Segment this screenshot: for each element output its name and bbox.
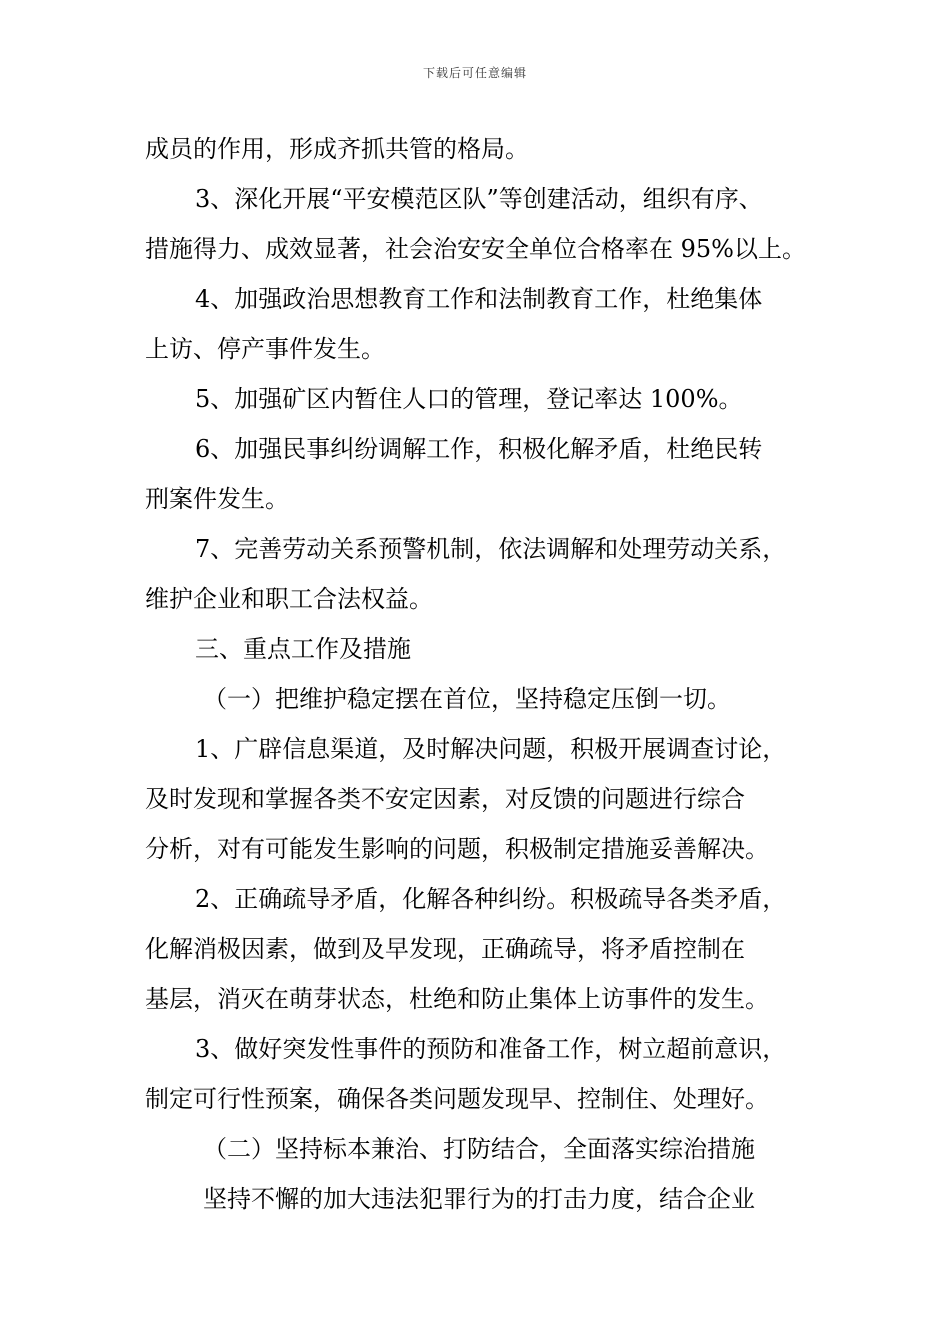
text-line: 1、广辟信息渠道，及时解决问题，积极开展调查讨论，	[195, 735, 787, 763]
subsection-heading: （一）把维护稳定摆在首位，坚持稳定压倒一切。	[203, 685, 731, 713]
text-line: 2、正确疏导矛盾，化解各种纠纷。积极疏导各类矛盾，	[195, 885, 787, 913]
text-line: 坚持不懈的加大违法犯罪行为的打击力度，结合企业	[203, 1185, 755, 1213]
text-line: 措施得力、成效显著，社会治安安全单位合格率在 95%以上。	[145, 235, 806, 263]
page-header: 下载后可任意编辑	[422, 66, 527, 80]
text-line: 成员的作用，形成齐抓共管的格局。	[145, 135, 529, 163]
text-line: 基层，消灭在萌芽状态，杜绝和防止集体上访事件的发生。	[145, 985, 769, 1013]
text-line: 化解消极因素，做到及早发现，正确疏导，将矛盾控制在	[145, 935, 745, 963]
text-line: 3、做好突发性事件的预防和准备工作，树立超前意识，	[195, 1035, 787, 1063]
text-line: 4、加强政治思想教育工作和法制教育工作，杜绝集体	[195, 285, 763, 313]
text-line: 7、完善劳动关系预警机制，依法调解和处理劳动关系，	[195, 535, 787, 563]
document-body	[145, 124, 810, 1224]
text-line: 制定可行性预案，确保各类问题发现早、控制住、处理好。	[145, 1085, 769, 1113]
text-line: 上访、停产事件发生。	[145, 335, 385, 363]
subsection-heading: （二）坚持标本兼治、打防结合，全面落实综治措施	[203, 1135, 755, 1163]
text-line: 3、深化开展“平安模范区队”等创建活动，组织有序、	[195, 185, 763, 213]
section-heading: 三、重点工作及措施	[195, 635, 411, 663]
text-line: 分析，对有可能发生影响的问题，积极制定措施妥善解决。	[145, 835, 769, 863]
text-line: 5、加强矿区内暂住人口的管理，登记率达 100%。	[195, 385, 743, 413]
text-line: 维护企业和职工合法权益。	[145, 585, 433, 613]
text-line: 及时发现和掌握各类不安定因素，对反馈的问题进行综合	[145, 785, 745, 813]
text-line: 6、加强民事纠纷调解工作，积极化解矛盾，杜绝民转	[195, 435, 763, 463]
text-line: 刑案件发生。	[145, 485, 289, 513]
